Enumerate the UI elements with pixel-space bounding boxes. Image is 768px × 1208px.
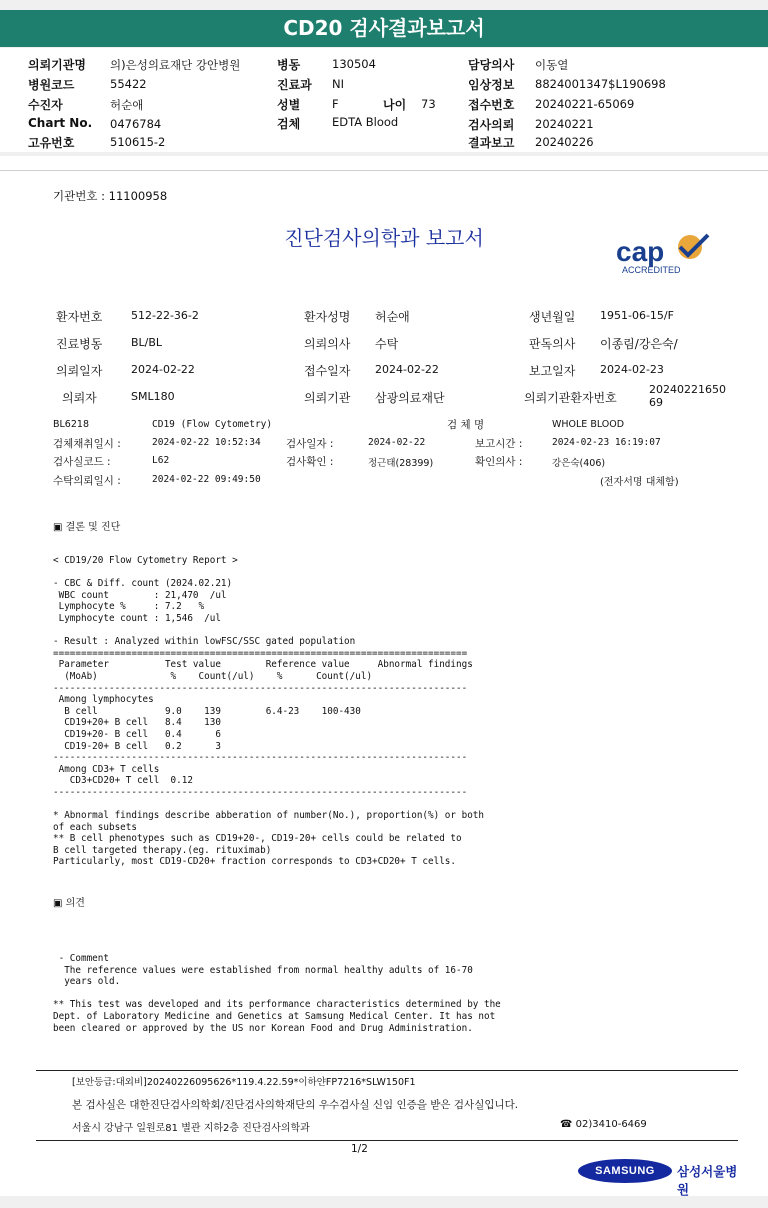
report-line: Parameter Test value Reference value Abnormal findings bbox=[53, 659, 473, 671]
report-line: Dept. of Laboratory Medicine and Genetics at Samsung Medical Center. It has not bbox=[53, 1010, 496, 1022]
report-line: -------------------------------------------------------------------------- bbox=[53, 786, 468, 798]
confirm-label: 검사확인 : bbox=[286, 456, 334, 468]
info-label: 의뢰자 bbox=[62, 391, 97, 405]
specimen-label: 검 체 명 bbox=[447, 419, 485, 431]
test-date-value: 2024-02-22 bbox=[368, 437, 426, 448]
specimen-value: WHOLE BLOOD bbox=[552, 419, 625, 430]
report-line: been cleared or approved by the US nor Korean Food and Drug Administration. bbox=[53, 1022, 473, 1034]
report-line: ========================================================================== bbox=[53, 647, 468, 659]
reception-label: 검체채취일시 : bbox=[53, 438, 121, 450]
request-time-value: 2024-02-22 09:49:50 bbox=[152, 474, 261, 485]
address-line: 서울시 강남구 일원로81 별관 지하2층 진단검사의학과 bbox=[72, 1123, 310, 1134]
report-line: WBC count : 21,470 /ul bbox=[53, 589, 227, 601]
report-line: -------------------------------------------------------------------------- bbox=[53, 682, 468, 694]
info-value: BL/BL bbox=[131, 336, 163, 349]
report-line: - Result : Analyzed within lowFSC/SSC gated population bbox=[53, 636, 356, 648]
info-value: 허순애 bbox=[375, 310, 410, 324]
info-label: 환자번호 bbox=[56, 310, 103, 324]
header-value: 55422 bbox=[110, 77, 147, 91]
security-line: [보안등급:대외비]20240226095626*119.4.22.59*이하얀FP7216*SLW150F1 bbox=[72, 1077, 416, 1088]
info-value: 수탁 bbox=[375, 337, 399, 351]
test-date-label: 검사일자 : bbox=[286, 438, 334, 450]
report-line: Lymphocyte % : 7.2 % bbox=[53, 601, 205, 613]
report-line: Among CD3+ T cells bbox=[53, 763, 160, 775]
info-label: 의뢰기관환자번호 bbox=[524, 391, 617, 405]
samsung-logo-mark: SAMSUNG bbox=[578, 1159, 672, 1183]
report-line bbox=[53, 988, 501, 1000]
request-time-label: 수탁의뢰일시 : bbox=[53, 475, 121, 487]
room-value: L62 bbox=[152, 455, 170, 466]
header-value: F bbox=[332, 97, 339, 111]
header-value: 의)은성의료재단 강안병원 bbox=[110, 58, 241, 72]
info-value: 512-22-36-2 bbox=[131, 309, 199, 322]
info-value: 삼광의료재단 bbox=[375, 391, 445, 405]
report-line: - CBC & Diff. count (2024.02.21) bbox=[53, 578, 233, 590]
report-line: (MoAb) % Count(/ul) % Count(/ul) bbox=[53, 670, 373, 682]
report-line bbox=[53, 567, 484, 579]
comment-body bbox=[53, 953, 501, 1034]
report-line: of each subsets bbox=[53, 821, 137, 833]
report-line: CD19+20+ B cell 8.4 130 bbox=[53, 717, 221, 729]
report-line: * Abnormal findings describe abberation of number(No.), proportion(%) or both bbox=[53, 810, 484, 822]
report-line: ** B cell phenotypes such as CD19+20-, CD19-20+ cells could be related to bbox=[53, 833, 462, 845]
header-label: 병원코드 bbox=[28, 78, 75, 92]
report-time-value: 2024-02-23 16:19:07 bbox=[552, 437, 661, 448]
header-label: 진료과 bbox=[277, 78, 312, 92]
header-label: 검체 bbox=[277, 117, 301, 131]
report-line: < CD19/20 Flow Cytometry Report > bbox=[53, 555, 238, 566]
report-line: Among lymphocytes bbox=[53, 694, 154, 706]
confirm-value: 정근태(28399) bbox=[368, 458, 434, 469]
test-code: BL6218 bbox=[53, 419, 89, 430]
header-label: Chart No. bbox=[28, 116, 93, 130]
section-conclusion-heading: ▣ 결론 및 진단 bbox=[53, 522, 121, 533]
header-value: 8824001347$L190698 bbox=[535, 77, 666, 91]
institution-number: 기관번호 : 11100958 bbox=[53, 189, 168, 203]
info-label: 판독의사 bbox=[529, 337, 576, 351]
report-time-label: 보고시간 : bbox=[475, 438, 523, 450]
reception-value: 2024-02-22 10:52:34 bbox=[152, 437, 261, 448]
report-line: B cell 9.0 139 6.4-23 100-430 bbox=[53, 705, 361, 717]
header-value: 20240226 bbox=[535, 135, 594, 149]
header-panel bbox=[0, 48, 768, 152]
header-value: NI bbox=[332, 77, 344, 91]
header-value: EDTA Blood bbox=[332, 115, 399, 129]
header-value: 130504 bbox=[332, 57, 376, 71]
info-value: 이종림/강은숙/ bbox=[600, 337, 678, 351]
header-value: 0476784 bbox=[110, 117, 162, 131]
doctor-value: 강은숙(406) bbox=[552, 458, 606, 469]
section-opinion-heading: ▣ 의견 bbox=[53, 898, 85, 909]
hospital-logo-text: 삼성서울병원 bbox=[677, 1164, 738, 1197]
report-line: CD19+20- B cell 0.4 6 bbox=[53, 728, 221, 740]
report-line bbox=[53, 798, 484, 810]
page-number: 1/2 bbox=[351, 1143, 368, 1155]
header-label: 담당의사 bbox=[468, 58, 515, 72]
report-line: Lymphocyte count : 1,546 /ul bbox=[53, 612, 221, 624]
info-value: 1951-06-15/F bbox=[600, 309, 674, 322]
cap-logo-word: cap bbox=[616, 236, 665, 267]
report-title-bar: CD20 검사결과보고서 bbox=[0, 10, 768, 47]
phone-number: ☎ 02)3410-6469 bbox=[560, 1119, 647, 1130]
header-value: 73 bbox=[421, 97, 436, 111]
header-label: 접수번호 bbox=[468, 98, 515, 112]
header-value: 20240221 bbox=[535, 117, 594, 131]
info-label: 생년월일 bbox=[529, 310, 576, 324]
header-label: 임상정보 bbox=[468, 78, 515, 92]
cap-accredited-logo bbox=[616, 233, 712, 277]
info-value: 2024022165069 bbox=[649, 383, 726, 409]
report-body bbox=[53, 555, 484, 868]
report-line: CD3+CD20+ T cell 0.12 bbox=[53, 775, 193, 787]
electronic-signature-note: (전자서명 대체함) bbox=[600, 477, 679, 488]
report-title: 진단검사의학과 보고서 bbox=[284, 226, 484, 250]
info-label: 의뢰기관 bbox=[304, 391, 351, 405]
info-value: SML180 bbox=[131, 390, 175, 403]
info-label: 의뢰의사 bbox=[304, 337, 351, 351]
header-value: 이동열 bbox=[535, 58, 569, 72]
report-line: The reference values were established from normal healthy adults of 16-70 bbox=[53, 964, 473, 976]
header-label: 병동 bbox=[277, 58, 301, 72]
report-line: years old. bbox=[53, 976, 121, 988]
header-label: 수진자 bbox=[28, 98, 63, 112]
header-label: 고유번호 bbox=[28, 136, 75, 150]
report-line: ** This test was developed and its performance characteristics determined by the bbox=[53, 999, 501, 1011]
info-value: 2024-02-22 bbox=[131, 363, 195, 376]
info-label: 환자성명 bbox=[304, 310, 351, 324]
info-value: 2024-02-22 bbox=[375, 363, 439, 376]
info-value: 2024-02-23 bbox=[600, 363, 664, 376]
certification-line: 본 검사실은 대한진단검사의학회/진단검사의학재단의 우수검사실 신임 인증을 받은 검사실입니다. bbox=[72, 1099, 519, 1111]
divider bbox=[0, 170, 768, 171]
test-name: CD19 (Flow Cytometry) bbox=[152, 419, 273, 430]
report-line: CD19-20+ B cell 0.2 3 bbox=[53, 740, 221, 752]
report-line: B cell targeted therapy.(eg. rituximab) bbox=[53, 844, 272, 856]
report-line: -------------------------------------------------------------------------- bbox=[53, 752, 468, 764]
header-value: 510615-2 bbox=[110, 135, 166, 149]
info-label: 진료병동 bbox=[56, 337, 103, 351]
info-label: 의뢰일자 bbox=[56, 364, 103, 378]
header-label: 결과보고 bbox=[468, 136, 515, 150]
room-label: 검사실코드 : bbox=[53, 456, 111, 468]
cap-logo-accredited: ACCREDITED bbox=[622, 265, 681, 275]
report-line bbox=[53, 625, 484, 637]
samsung-hospital-logo bbox=[578, 1159, 744, 1197]
header-label: 나이 bbox=[383, 98, 407, 112]
header-value: 허순애 bbox=[110, 98, 144, 112]
report-line: Particularly, most CD19-CD20+ fraction corresponds to CD3+CD20+ T cells. bbox=[53, 856, 456, 868]
header-label: 의뢰기관명 bbox=[28, 58, 86, 72]
info-label: 접수일자 bbox=[304, 364, 351, 378]
doctor-label: 확인의사 : bbox=[475, 456, 523, 468]
header-label: 검사의뢰 bbox=[468, 118, 515, 132]
header-value: 20240221-65069 bbox=[535, 97, 635, 111]
info-label: 보고일자 bbox=[529, 364, 576, 378]
report-line: - Comment bbox=[53, 953, 109, 964]
header-label: 성별 bbox=[277, 98, 301, 112]
